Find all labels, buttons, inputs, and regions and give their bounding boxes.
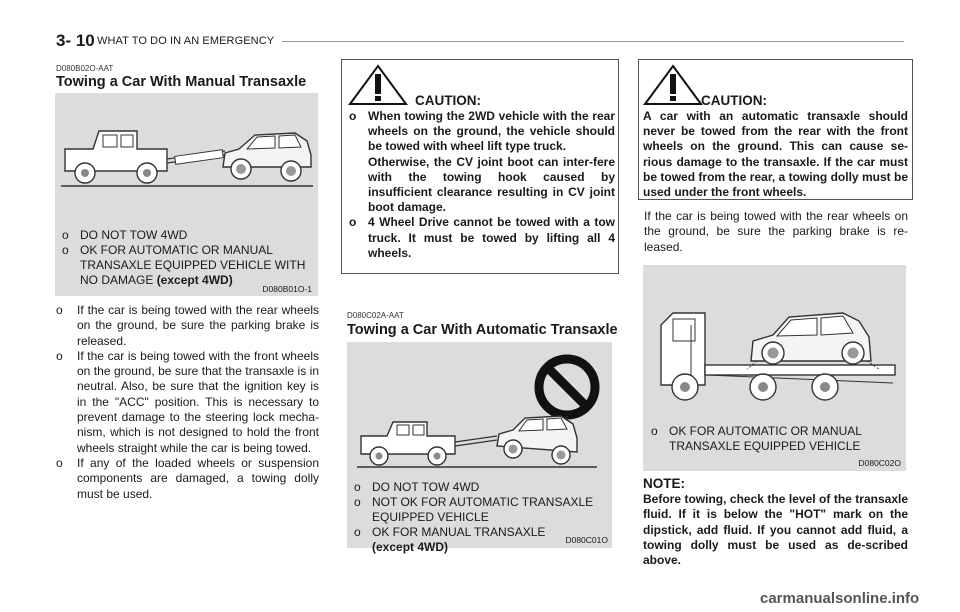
caption-item: o OK FOR MANUAL TRANSAXLE (except 4WD) [354, 525, 546, 554]
header-rule [282, 41, 904, 42]
section-heading: Towing a Car With Manual Transaxle [56, 74, 307, 90]
parking-brake-note: If the car is being towed with the rear wheels on the ground, be sure the parking brake is re-leased. [644, 209, 908, 254]
automatic-tow-figure [347, 342, 612, 554]
section-title: WHAT TO DO IN AN EMERGENCY [97, 35, 275, 47]
note-title: NOTE: [643, 476, 685, 491]
section-heading: Towing a Car With Automatic Transaxle [347, 322, 618, 338]
section-code: D080B02O-AAT [56, 64, 114, 73]
caution-title: CAUTION: [701, 93, 767, 108]
flatbed-tow-figure [643, 265, 906, 471]
figure-caption-list [62, 228, 310, 288]
flatbed-illustration [643, 265, 906, 415]
caution-item: o 4 Wheel Drive cannot be towed with a tow truck. It must be towed by lifting all 4 wheels. [349, 215, 615, 260]
section-code: D080C02A-AAT [347, 311, 404, 320]
list-item: o If the car is being towed with the rear wheels on the ground, be sure the parking brake is released. [56, 303, 319, 348]
figure-code: D080C01O [565, 535, 608, 545]
figure-code: D080B01O-1 [262, 284, 312, 294]
caution-box [638, 59, 913, 200]
caption-item: o DO NOT TOW 4WD [62, 228, 188, 242]
caption-item: o OK FOR AUTOMATIC OR MANUAL TRANSAXLE EQUIPPED VEHICLE WITH NO DAMAGE (except 4WD) [62, 243, 306, 287]
caution-item: o When towing the 2WD vehicle with the rear wheels on the ground, the vehicle should be towed with wheel lift type truck. Otherwise, the CV joint boot can inter-fere with the towing hook caused by insufficient clearance resulting in CV joint boot damage. [349, 109, 615, 215]
caption-item: o OK FOR AUTOMATIC OR MANUAL TRANSAXLE EQUIPPED VEHICLE [651, 424, 862, 453]
list-item: o If any of the loaded wheels or suspension components are damaged, a towing dolly must be used. [56, 455, 319, 501]
figure-code: D080C02O [858, 458, 901, 468]
caution-title: CAUTION: [415, 93, 481, 108]
manual-tow-figure [55, 93, 318, 296]
caution-box [341, 59, 619, 274]
warning-icon [643, 64, 703, 106]
tow-illustration [347, 342, 612, 477]
caption-item: o DO NOT TOW 4WD [354, 480, 480, 494]
page-number: 3- 10 [56, 31, 95, 50]
list-item: o If the car is being towed with the front wheels on the ground, be sure that the transaxle is in neutral. Also, be sure that the ignition key is in the "ACC" position. This is necessary to prevent damage to the steering lock mecha-nism, which is not designed to hold the front wheels straight while the car is being towed. [56, 348, 319, 455]
manual-tow-instructions [56, 303, 319, 502]
watermark: carmanualsonline.info [760, 590, 920, 607]
caption-item: o NOT OK FOR AUTOMATIC TRANSAXLE EQUIPPED VEHICLE [354, 495, 594, 524]
caution-text: A car with an automatic transaxle should never be towed from the rear with the front wheels on the ground. This can cause se-rious damage to the transaxle. If the car must be towed from the rear, a towing dolly must be used under the front wheels. [643, 109, 908, 200]
caution-list [349, 109, 615, 261]
warning-icon [348, 64, 408, 106]
note-text: Before towing, check the level of the transaxle fluid. If it is below the "HOT" mark on the dipstick, add fluid. If you cannot add fluid, a towing dolly must be used as de-scribed above. [643, 492, 908, 568]
figure-caption-list [651, 424, 899, 454]
tow-truck-illustration [55, 93, 318, 203]
no-symbol-icon [539, 359, 595, 415]
